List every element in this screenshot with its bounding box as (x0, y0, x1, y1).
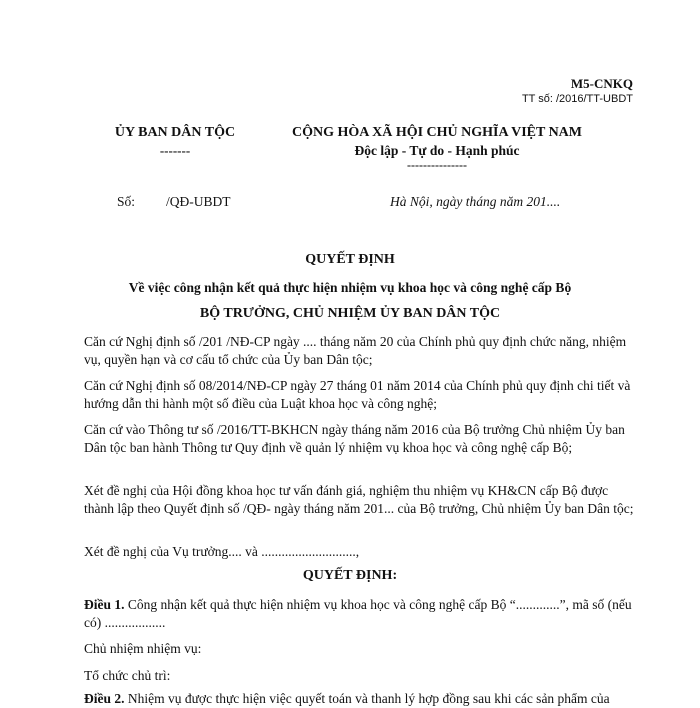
document-number-value: /QĐ-UBDT (166, 194, 231, 209)
host-organization-label: Tổ chức chủ trì: (84, 668, 171, 683)
national-motto: Độc lập - Tự do - Hạnh phúc (354, 143, 520, 158)
article-2-text: Nhiệm vụ được thực hiện việc quyết toán và thanh lý hợp đồng sau khi các sản phẩm của (124, 691, 610, 706)
decision-heading: QUYẾT ĐỊNH: (302, 568, 398, 583)
article-2 (84, 690, 636, 708)
preamble-paragraph: Căn cứ vào Thông tư số /2016/TT-BKHCN ngày tháng năm 2016 của Bộ trưởng Chủ nhiệm Ủy ban Dân tộc ban hành Thông tư Quy định về quản lý nhiệm vụ khoa học và công nghệ cấp Bộ; (84, 422, 625, 455)
document-title: QUYẾT ĐỊNH (305, 252, 395, 267)
motto-divider: --------------- (407, 158, 467, 172)
preamble-paragraph: Xét đề nghị của Vụ trưởng.... và ............................, (84, 544, 360, 559)
country-name: CỘNG HÒA XÃ HỘI CHỦ NGHĨA VIỆT NAM (291, 125, 582, 140)
article-1 (84, 596, 636, 632)
circular-reference: TT số: /2016/TT-UBDT (521, 93, 633, 105)
document-number-label: Số: (117, 194, 136, 209)
document-subject: Về việc công nhận kết quả thực hiện nhiệm vụ khoa học và công nghệ cấp Bộ (128, 280, 572, 295)
form-code: M5-CNKQ (570, 76, 633, 91)
organization-divider: ------- (159, 143, 191, 158)
issuing-organization: ỦY BAN DÂN TỘC (114, 125, 236, 140)
place-and-date: Hà Nội, ngày tháng năm 201.... (390, 194, 561, 209)
task-chair-label: Chủ nhiệm nhiệm vụ: (84, 641, 202, 656)
article-1-text: Công nhận kết quả thực hiện nhiệm vụ khoa học và công nghệ cấp Bộ “.............”, mã số (nếu có) .................. (84, 597, 632, 630)
preamble-paragraph: Xét đề nghị của Hội đồng khoa học tư vấn đánh giá, nghiệm thu nhiệm vụ KH&CN cấp Bộ được thành lập theo Quyết định số /QĐ- ngày tháng năm 201... của Bộ trưởng, Chủ nhiệm Ủy ban Dân tộc; (84, 483, 634, 516)
preamble-paragraph: Căn cứ Nghị định số 08/2014/NĐ-CP ngày 27 tháng 01 năm 2014 của Chính phủ quy định chi tiết và hướng dẫn thi hành một số điều của Luật khoa học và công nghệ; (84, 378, 631, 411)
article-2-label: Điều 2. (84, 691, 125, 706)
article-1-label: Điều 1. (84, 597, 125, 612)
preamble-paragraph: Căn cứ Nghị định số /201 /NĐ-CP ngày .... tháng năm 20 của Chính phủ quy định chức năng, nhiệm vụ, quyền hạn và cơ cấu tổ chức của Ủy ban Dân tộc; (84, 334, 627, 367)
issuing-authority: BỘ TRƯỞNG, CHỦ NHIỆM ỦY BAN DÂN TỘC (199, 306, 501, 321)
